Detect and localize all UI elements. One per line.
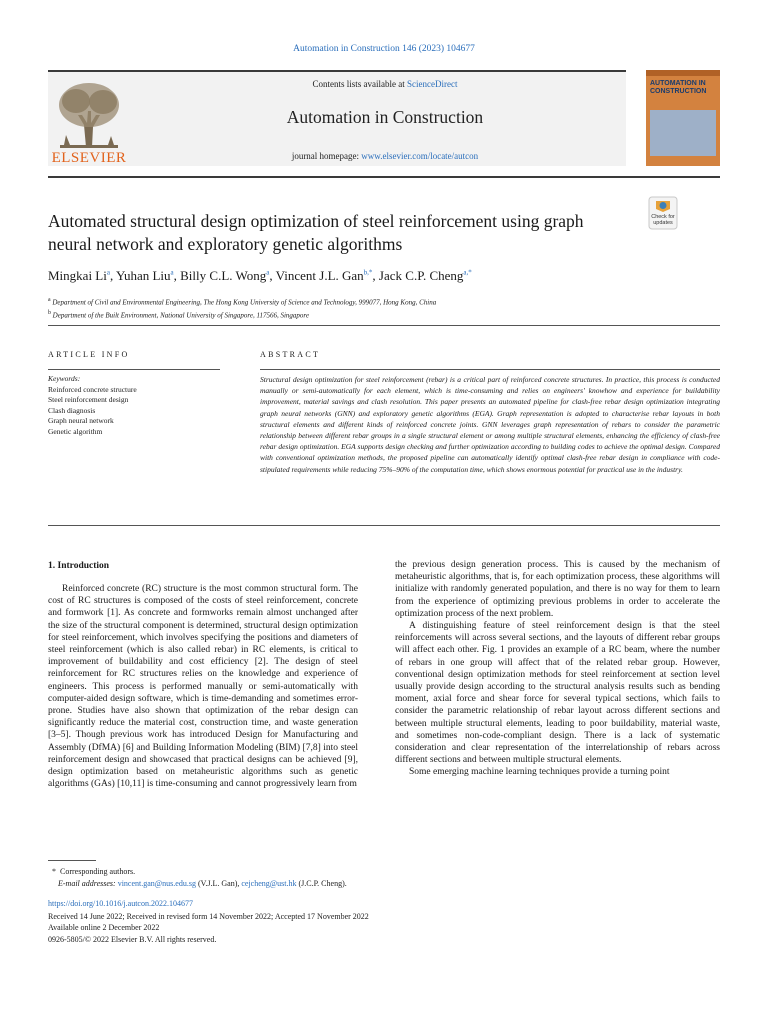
keywords-label: Keywords: xyxy=(48,374,81,383)
divider xyxy=(48,369,220,370)
author-affiliation-mark[interactable]: b,* xyxy=(363,268,373,277)
affiliation-text: Department of the Built Environment, National University of Singapore, 117566, Singapore xyxy=(52,311,309,320)
keywords-block xyxy=(48,374,220,437)
affiliation-item xyxy=(48,308,720,321)
cover-band xyxy=(646,70,720,76)
sciencedirect-link[interactable]: ScienceDirect xyxy=(407,79,458,89)
journal-title: Automation in Construction xyxy=(286,107,484,127)
author-name: Billy C.L. Wong xyxy=(180,268,267,283)
journal-citation[interactable]: Automation in Construction 146 (2023) 104677 xyxy=(293,44,475,54)
affiliation-text: Department of Civil and Environmental Engineering, The Hong Kong University of Science and Technology, 999077, Hong Kong, China xyxy=(52,298,437,307)
email-link[interactable]: cejcheng@ust.hk xyxy=(241,879,297,888)
email-owner: (V.J.L. Gan), xyxy=(195,879,242,888)
divider xyxy=(260,369,720,370)
affiliation-mark: a xyxy=(48,297,51,303)
contents-prefix: Contents lists available at xyxy=(312,79,407,89)
dates-line: Available online 2 December 2022 xyxy=(48,923,160,933)
email-label: E-mail addresses: xyxy=(58,879,116,888)
elsevier-wordmark: ELSEVIER xyxy=(51,150,127,166)
affiliation-mark: b xyxy=(48,310,51,317)
abstract-heading: ABSTRACT xyxy=(260,350,321,359)
contents-line xyxy=(130,79,640,89)
footnote xyxy=(52,866,672,890)
footnote-divider xyxy=(48,860,96,861)
keyword: Genetic algorithm xyxy=(48,426,103,436)
author-affiliation-mark[interactable]: a xyxy=(170,268,174,277)
author-affiliation-mark[interactable]: a,* xyxy=(463,268,472,277)
body-column-right xyxy=(395,559,720,779)
keyword: Reinforced concrete structure xyxy=(48,384,137,394)
keyword: Clash diagnosis xyxy=(48,405,96,415)
affiliations xyxy=(48,295,720,322)
divider xyxy=(48,525,720,526)
keyword: Graph neural network xyxy=(48,416,114,425)
publication-dates xyxy=(48,911,720,945)
keyword: Steel reinforcement design xyxy=(48,395,129,404)
copyright-line: 0926-5805/© 2022 Elsevier B.V. All rights reserved. xyxy=(48,934,217,944)
corresponding-text: Corresponding authors. xyxy=(60,867,136,876)
body-paragraph: the previous design generation process. This is caused by the mechanism of metaheuristic algorithms, that is, for each optimization process, these algorithms will initialize with randomly generated population, and there is no way for them to learn from the experience of optimizing previous problems in order to accelerate the optimization process of the next problem. xyxy=(395,560,720,619)
email-line xyxy=(52,878,672,890)
affiliation-item xyxy=(48,295,720,308)
cover-title: AUTOMATION IN CONSTRUCTION xyxy=(650,80,707,95)
email-link[interactable]: vincent.gan@nus.edu.sg xyxy=(117,879,196,888)
abstract-text: Structural design optimization for steel reinforcement (rebar) is a critical part of reinforced concrete structures. In practice, this process is conducted manually or semi-automatically for each element, which is time-consuming and relies on engineers' knowhow and experience for buildability improvement, material savings and clash resolution. This paper presents an automated pipeline for clash-free rebar design optimization integrating graph neural networks (GNN) and exploratory genetic algorithms (EGA). Graph representation is adopted to characterise rebar layouts in both structural elements and different kinds of reinforced concrete joints. GNN leverages graph representation of rebars to consider the parametric relationship between different rebar groups in a single structural element or among multiple structural elements, enhancing the efficiency of clash-free rebar design optimization. EGA supports design checking and further optimization according to building codes to achieve the optimal design. Compared with conventional optimization methods, the proposed pipeline can automatically identify optimal clash-free rebar design in compliance with code-stipulated requirements while reducing 75%–90% of the computation time, which shows enormous potential for practical use in the industry. xyxy=(260,375,720,474)
journal-homepage-link[interactable]: www.elsevier.com/locate/autcon xyxy=(361,151,479,161)
dates-line: Received 14 June 2022; Received in revised form 14 November 2022; Accepted 17 November 2022 xyxy=(48,912,369,921)
author-name: Vincent J.L. Gan xyxy=(275,268,364,283)
author-affiliation-mark[interactable]: a xyxy=(106,268,110,277)
body-paragraph: Some emerging machine learning techniques provide a turning point xyxy=(409,767,670,778)
email-owner: (J.C.P. Cheng). xyxy=(296,879,347,888)
article-info-heading: ARTICLE INFO xyxy=(48,350,130,359)
author-list: Mingkai Li$^a$, Yuhan Liu$^a$, Billy C.L. Wong$^a$, Vincent J.L. Gan$^{b,*}$, Jack C.P. Cheng$^{a,*}$ xyxy=(48,268,472,283)
cover-image xyxy=(650,110,716,156)
author-affiliation-mark[interactable]: a xyxy=(266,268,270,277)
corresponding-note: * Corresponding authors. xyxy=(52,867,136,876)
body-paragraph: Reinforced concrete (RC) structure is the most common structural form. The cost of RC structures is composed of the costs of steel reinforcement, concrete and formwork [1]. As concrete and formworks remain almost unchanged after the size of the structural component is determined, structural design optimization for steel reinforcement, which involves specifying the positions and diameters of steel reinforcement (which is also called rebar) in RC elements, is critical to improvement of buildability and cost efficiency [2]. The design of steel reinforcement for RC structures relies on the knowledge and experience of engineers. This process is performed manually or semi-automatically with computer-aided design software, which is time-demanding and sometimes error-prone. Studies have also shown that optimization of the rebar design can significantly reduce the material cost, construction time, and waste generation [3–5]. Though previous work has introduced Design for Manufacturing and Assembly (DfMA) [6] and Building Information Modeling (BIM) [7,8] into steel reinforcement design and showcased that practical designs can be achieved [9], design optimization based on metaheuristic algorithms such as genetic algorithms (GAs) [10,11] is time-consuming and cannot progressively learn from xyxy=(48,584,358,790)
body-paragraph: A distinguishing feature of steel reinforcement design is that the steel reinforcements will across several sections, and the layouts of different rebar groups will affect each other. Fig. 1 provides an example of a RC beam, where the number of rebars in one group will affect that of the related rebar group. However, conventional design optimization methods for steel reinforcement at section level usually provide design according to the structural analysis results such as bending moment, axial force and shear force for several typical sections, which fails to consider the parametric relationship of rebar layout across different sections and between multiple structural elements, leading to poor buildability, material waste, and sometimes non-code-compliant design. There is a lack of systematic consideration and clear representation of the interrelationship of rebars across different sections and between multiple structural elements. xyxy=(395,621,720,766)
doi-link[interactable]: https://doi.org/10.1016/j.autcon.2022.104677 xyxy=(48,899,193,908)
homepage-line xyxy=(130,151,640,161)
header-divider xyxy=(48,176,720,178)
journal-cover-thumbnail[interactable] xyxy=(646,70,720,166)
check-for-updates-label: Check for updates xyxy=(651,214,675,226)
homepage-prefix: journal homepage: xyxy=(291,151,362,161)
body-column-left xyxy=(48,583,358,790)
author-name: Yuhan Liu xyxy=(116,268,171,283)
article-title: Automated structural design optimization of steel reinforcement using graph neural network and exploratory genetic algorithms xyxy=(48,211,584,254)
divider xyxy=(48,325,720,326)
author-name: Mingkai Li xyxy=(48,268,107,283)
author-name: Jack C.P. Cheng xyxy=(378,268,464,283)
section-heading-introduction: 1. Introduction xyxy=(48,561,110,571)
